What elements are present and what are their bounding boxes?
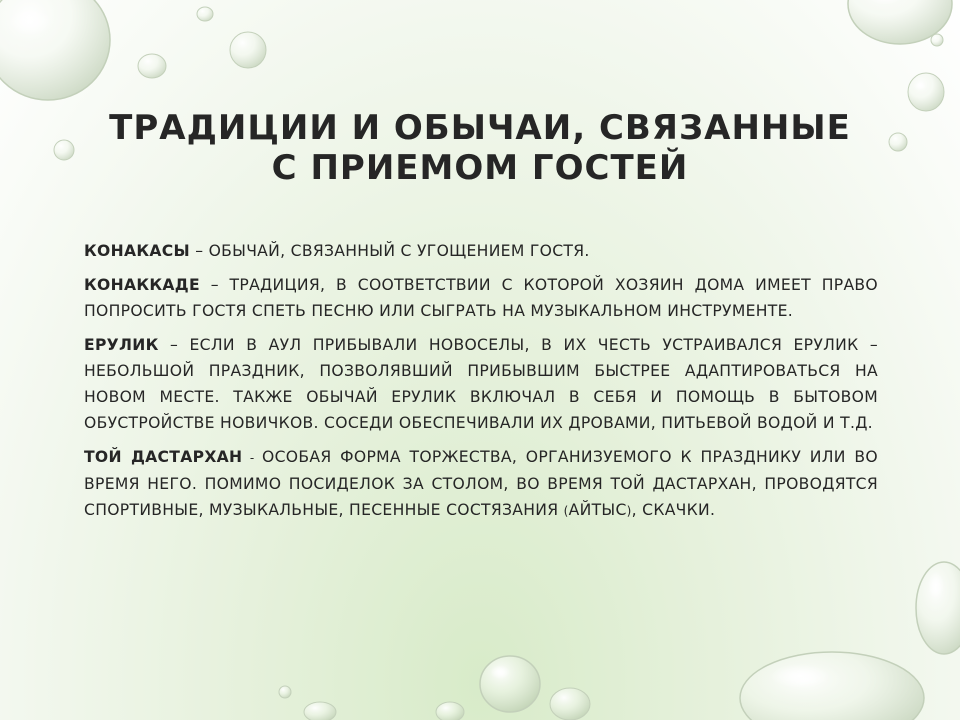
drop-top-left-small [138,54,166,78]
paren-text: АЙТЫС [568,501,627,519]
definition: ТРАДИЦИЯ, В СООТВЕТСТВИИ С КОТОРОЙ ХОЗЯИН ДОМА ИМЕЕТ ПРАВО ПОПРОСИТЬ ГОСТЯ СПЕТЬ ПЕСНЮ ИЛИ СЫГРАТЬ НА МУЗЫКАЛЬНОМ ИНСТРУМЕНТЕ. [84,276,878,320]
drop-right-lower [916,562,960,654]
definition: ОБЫЧАЙ, СВЯЗАННЫЙ С УГОЩЕНИЕМ ГОСТЯ. [208,242,590,260]
term: ТОЙ ДАСТАРХАН [84,448,243,466]
term: ЕРУЛИК [84,336,159,354]
term: КОНАКАСЫ [84,242,190,260]
slide-content [84,238,878,532]
paren-open: ( [563,504,569,518]
drop-bottom-left-small [279,686,291,698]
drop-left-small [54,140,74,160]
drop-top-left [0,0,110,100]
separator: – [189,242,209,260]
slide-title [80,108,880,188]
drop-right-small [889,133,907,151]
separator: – [199,276,230,294]
paragraph-toy-dastarkhan [84,444,878,524]
drop-top-mid-small [197,7,213,21]
paragraph-erulik [84,332,878,436]
drop-bottom-center-small [550,688,590,720]
paragraph-konakkade [84,272,878,324]
drop-bottom-mid [436,702,464,720]
definition: ЕСЛИ В АУЛ ПРИБЫВАЛИ НОВОСЕЛЫ, В ИХ ЧЕСТЬ УСТРАИВАЛСЯ ЕРУЛИК – НЕБОЛЬШОЙ ПРАЗДНИК, ПОЗВОЛЯВШИЙ ПРИБЫВШИМ БЫСТРЕЕ АДАПТИРОВАТЬСЯ НА НОВОМ МЕСТЕ. ТАКЖЕ ОБЫЧАЙ ЕРУЛИК ВКЛЮЧАЛ В СЕБЯ И ПОМОЩЬ В БЫТОВОМ ОБУСТРОЙСТВЕ НОВИЧКОВ. СОСЕДИ ОБЕСПЕЧИВАЛИ ИХ ДРОВАМИ, ПИТЬЕВОЙ ВОДОЙ И Т.Д. [84,336,878,432]
separator: - [242,451,263,465]
drop-top-center [230,32,266,68]
drop-right-mid [908,73,944,111]
term: КОНАККАДЕ [84,276,200,294]
title-line-1: ТРАДИЦИИ И ОБЫЧАИ, СВЯЗАННЫЕ [109,108,851,148]
definition-tail: , СКАЧКИ. [631,501,716,519]
definition: ОСОБАЯ ФОРМА ТОРЖЕСТВА, ОРГАНИЗУЕМОГО К ПРАЗДНИКУ ИЛИ ВО ВРЕМЯ НЕГО. ПОМИМО ПОСИДЕЛОК ЗА СТОЛОМ, ВО ВРЕМЯ ТОЙ ДАСТАРХАН, ПРОВОДЯТСЯ СПОРТИВНЫЕ, МУЗЫКАЛЬНЫЕ, ПЕСЕННЫЕ СОСТЯЗАНИЯ [84,448,879,519]
separator: – [158,336,190,354]
drop-bottom-right [740,652,924,720]
title-line-2: С ПРИЕМОМ ГОСТЕЙ [271,148,689,188]
drop-bottom-left [304,702,336,720]
paragraph-konakasy [84,238,878,264]
drop-right-tiny [931,34,943,46]
paren-close: ) [626,504,632,518]
drop-bottom-center [480,656,540,712]
